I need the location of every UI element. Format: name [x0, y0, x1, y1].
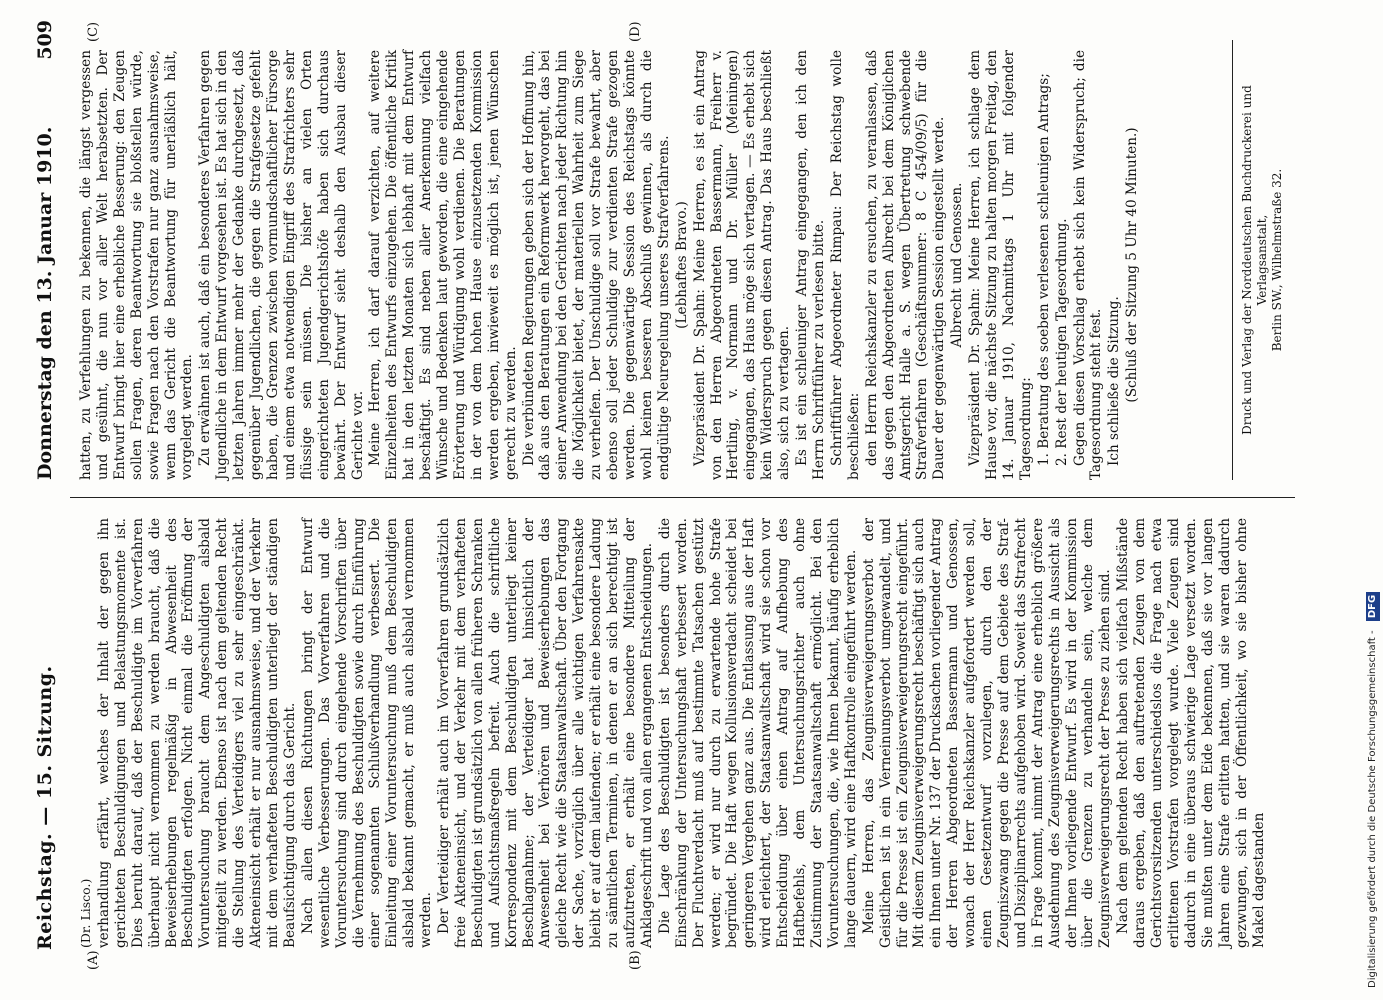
speaker-note: (Dr. Lisco.): [78, 878, 93, 948]
applause-note: (Lebhaftes Bravo.): [673, 201, 690, 329]
column-right: [78, 50, 1142, 480]
page-number: 509: [34, 20, 56, 60]
motion-text: den Herrn Reichskanzler zu ersuchen, zu veranlassen, daß das gegen den Abgeordneten Albrecht bei dem Königlichen Amtsgericht Halle a. S. wegen Übertretung schwebende Strafverfahren (Geschäftsnummer: 8 C 454/09/5) für die Dauer der gegenwärtigen Session eingestellt werde.: [863, 50, 948, 480]
closing-note: (Schluß der Sitzung 5 Uhr 40 Minuten.): [1124, 127, 1141, 403]
header-date: Donnerstag den 13. Januar 1910.: [34, 126, 56, 480]
column-left: [78, 518, 1268, 948]
agenda-item: 1. Beratung des soeben verlesenen schleunigen Antrags;: [1035, 73, 1052, 466]
column-divider: [70, 497, 1295, 498]
margin-marker-b: (B): [628, 950, 643, 970]
paragraph: Die Lage des Beschuldigten ist besonders durch die Einschränkung der Untersuchungshaft verbessert worden. Der Fluchtverdacht muß auf bestimmte Tatsachen gestützt werden; er wird nur durch zu erwartende hohe Strafe begründet. Die Haft wegen Kollusionsverdacht scheidet bei geringeren Vergehen ganz aus. Die Entlassung aus der Haft wird erleichtert, der Staatsanwaltschaft wird sie schon vor Entscheidung über einen Antrag auf Aufhebung des Haftbefehls, dem Untersuchungsrichter auch ohne Zustimmung der Staatsanwaltschaft ermöglicht. Bei den Voruntersuchungen, die, wie Ihnen bekannt, häufig erheblich lange dauern, wird eine Haftkontrolle eingeführt werden.: [656, 518, 859, 948]
signatories: Albrecht und Genossen.: [949, 182, 966, 348]
paragraph: Ich schließe die Sitzung.: [1106, 296, 1123, 466]
paragraph: Es ist ein schleuniger Antrag eingegangen, den ich den Herrn Schriftführer zu verlesen bitte.: [794, 50, 827, 480]
margin-marker-d: (D): [628, 21, 643, 42]
imprint-rule: [1232, 40, 1233, 480]
imprint-line: Druck und Verlag der Norddeutschen Buchdruckerei und Verlagsanstalt,: [1240, 85, 1269, 435]
funding-text: Digitalisierung gefördert durch die Deutsche Forschungsgemeinschaft -: [1367, 630, 1378, 988]
imprint: [1240, 40, 1285, 480]
dfg-logo: DFG: [1366, 592, 1380, 621]
margin-marker-c: (C): [86, 21, 101, 42]
agenda-item: 2. Rest der heutigen Tagesordnung.: [1053, 218, 1070, 466]
paragraph: verhandlung erfährt, welches der Inhalt der gegen ihn gerichteten Beschuldigungen und Belastungsmomente ist. Dies beruht darauf, daß der Beschuldigte im Vorverfahren überhaupt nicht vernommen zu werden braucht, daß die Beweiserhebungen regelmäßig in Abwesenheit des Beschuldigten erfolgen. Nicht einmal die Eröffnung der Voruntersuchung braucht dem Angeschuldigten alsbald mitgeteilt zu werden. Ebenso ist nach dem geltenden Recht die Stellung des Verteidigers viel zu sehr eingeschränkt. Akteneinsicht erhält er nur ausnahmsweise, und der Verkehr mit dem verhafteten Beschuldigten unterliegt der ständigen Beaufsichtigung durch das Gericht.: [95, 518, 298, 948]
paragraph: Meine Herren, ich darf darauf verzichten, auf weitere Einzelheiten des Entwurfs einzugehen. Die öffentliche Kritik hat in den letzten Monaten sich lebhaft mit dem Entwurf beschäftigt. Es sind neben aller Anerkennung vielfach Wünsche und Bedenken laut geworden, die eine eingehende Erörterung und Würdigung wohl verdienen. Die Beratungen in der von dem hohen Hause einzusetzenden Kommission werden ergeben, inwieweit es möglich ist, jenen Wünschen gerecht zu werden.: [367, 50, 519, 480]
paragraph: Nach allen diesen Richtungen bringt der Entwurf wesentliche Verbesserungen. Das Vorverfahren und die Voruntersuchung sind durch eingehende Vorschriften über die Vernehmung des Beschuldigten sowie durch Einführung einer sogenannten Schlußverhandlung verbessert. Die Einleitung einer Voruntersuchung muß dem Beschuldigten alsbald bekannt gemacht, er muß auch alsbald vernommen werden.: [299, 518, 435, 948]
paragraph: Schriftführer Abgeordneter Rimpau: Der Reichstag wolle beschließen:: [828, 50, 862, 480]
paragraph: Der Verteidiger erhält auch im Vorverfahren grundsätzlich freie Akteneinsicht, und der Verkehr mit dem verhafteten Beschuldigten ist grundsätzlich von allen früheren Schranken und Aufsichtsmaßregeln befreit. Auch die schriftliche Korrespondenz mit dem Beschuldigten unterliegt keiner Beschlagnahme; der Verteidiger hat hinsichtlich der Anwesenheit bei Verhören und Beweiserhebungen das gleiche Recht wie die Staatsanwaltschaft. Über den Fortgang der Sache, vorzüglich über alle wichtigen Verfahrensakte bleibt er auf dem laufenden; er erhält eine besondere Ladung zu sämtlichen Terminen, in denen er an sich berechtigt ist aufzutreten, er erhält eine besondere Mitteilung der Anklageschrift und von allen ergangenen Entscheidungen.: [436, 518, 655, 948]
paragraph: Die verbündeten Regierungen geben sich der Hoffnung hin, daß aus den Beratungen ein Reformwerk hervorgeht, das bei seiner Anwendung bei den Gerichten nach jeder Richtung hin die Möglichkeit bietet, der materiellen Wahrheit zum Siege zu verhelfen. Der Unschuldige soll vor Strafe bewahrt, aber ebenso soll jeder Schuldige zur verdienten Strafe gezogen werden. Die gegenwärtige Session des Reichstags könnte wohl keinen besseren Abschluß gewinnen, als durch die endgültige Neuregelung unseres Strafverfahrens.: [520, 50, 672, 480]
paragraph: hatten, zu Verfehlungen zu bekennen, die längst vergessen und gesühnt, die nun vor aller Welt herabsetzten. Der Entwurf bringt hier eine erhebliche Besserung: den Zeugen sollen Fragen, deren Beantwortung sie bloßstellen würde, sowie Fragen nach den Vorstrafen nur ganz ausnahmsweise, wenn das Gericht die Beantwortung für unerläßlich hält, vorgelegt werden.: [78, 50, 196, 480]
page-header: [26, 20, 66, 980]
paragraph: Meine Herren, das Zeugnisverweigerungsverbot der Geistlichen ist in ein Verneinungsverbot umgewandelt, und für die Presse ist ein Zeugnisverweigerungsrecht eingeführt. Mit diesem Zeugnisverweigerungsrecht beschäftigt sich auch ein Ihnen unter Nr. 137 der Drucksachen vorliegender Antrag der Herren Abgeordneten Bassermann und Genossen, wonach der Herr Reichskanzler aufgefordert werden soll, einen Gesetzentwurf vorzulegen, durch den der Zeugniszwang gegen die Presse auf dem Gebiete des Straf- und Disziplinarrechts aufgehoben wird. Soweit das Strafrecht in Frage kommt, nimmt der Antrag eine erheblich größere Ausdehnung des Zeugnisverweigerungsrechts in Aussicht als der Ihnen vorliegende Entwurf. Es wird in der Kommission über die Grenzen zu verhandeln sein, welche dem Zeugnisverweigerungsrecht der Presse zu ziehen sind.: [860, 518, 1114, 948]
margin-marker-a: (A): [86, 950, 101, 970]
paragraph: Vizepräsident Dr. Spahn: Meine Herren, ich schlage dem Hause vor, die nächste Sitzung zu halten morgen Freitag, den 14. Januar 1910, Nachmittags 1 Uhr mit folgender Tagesordnung:: [967, 50, 1034, 480]
imprint-line: Berlin SW., Wilhelmstraße 32.: [1270, 168, 1284, 352]
header-left: Reichstag. — 15. Sitzung.: [34, 665, 56, 950]
paragraph: Zu erwähnen ist auch, daß ein besonderes Verfahren gegen Jugendliche in dem Entwurf vorgesehen ist. Es hat sich in den letzten Jahren immer mehr der Gedanke durchgesetzt, daß gegenüber Jugendlichen, die gegen die Strafgesetze gefehlt haben, die Grenzen zwischen vormundschaftlicher Fürsorge und einem etwa notwendigen Eingriff des Strafrichters sehr flüssige sein müssen. Die bisher an vielen Orten eingerichteten Jugendgerichtshöfe haben sich durchaus bewährt. Der Entwurf sieht deshalb den Ausbau dieser Gerichte vor.: [197, 50, 366, 480]
paragraph: Vizepräsident Dr. Spahn: Meine Herren, es ist ein Antrag von den Herren Abgeordneten Bassermann, Freiherr v. Hertling, v. Normann und Dr. Müller (Meiningen) eingegangen, das Haus möge sich vertagen. — Es erhebt sich kein Widerspruch gegen diesen Antrag. Das Haus beschließt also, sich zu vertagen.: [691, 50, 793, 480]
paragraph: Nach dem geltenden Recht haben sich vielfach Mißstände daraus ergeben, daß den auftretenden Zeugen von dem Gerichtsvorsitzenden unterschiedslos die Frage nach etwa erlittenen Vorstrafen vorgelegt wurde. Viele Zeugen sind dadurch in eine überaus schwierige Lage versetzt worden. Sie mußten unter dem Eide bekennen, daß sie vor langen Jahren eine Strafe erlitten hatten, und sie waren dadurch gezwungen, sich in der Öffentlichkeit, wo sie bisher ohne Makel dagestanden: [1115, 518, 1267, 948]
funding-credit: [1364, 0, 1382, 1000]
paragraph: Gegen diesen Vorschlag erhebt sich kein Widerspruch; die Tagesordnung steht fest.: [1071, 50, 1105, 480]
funding-sidebar: [1362, 0, 1383, 1000]
